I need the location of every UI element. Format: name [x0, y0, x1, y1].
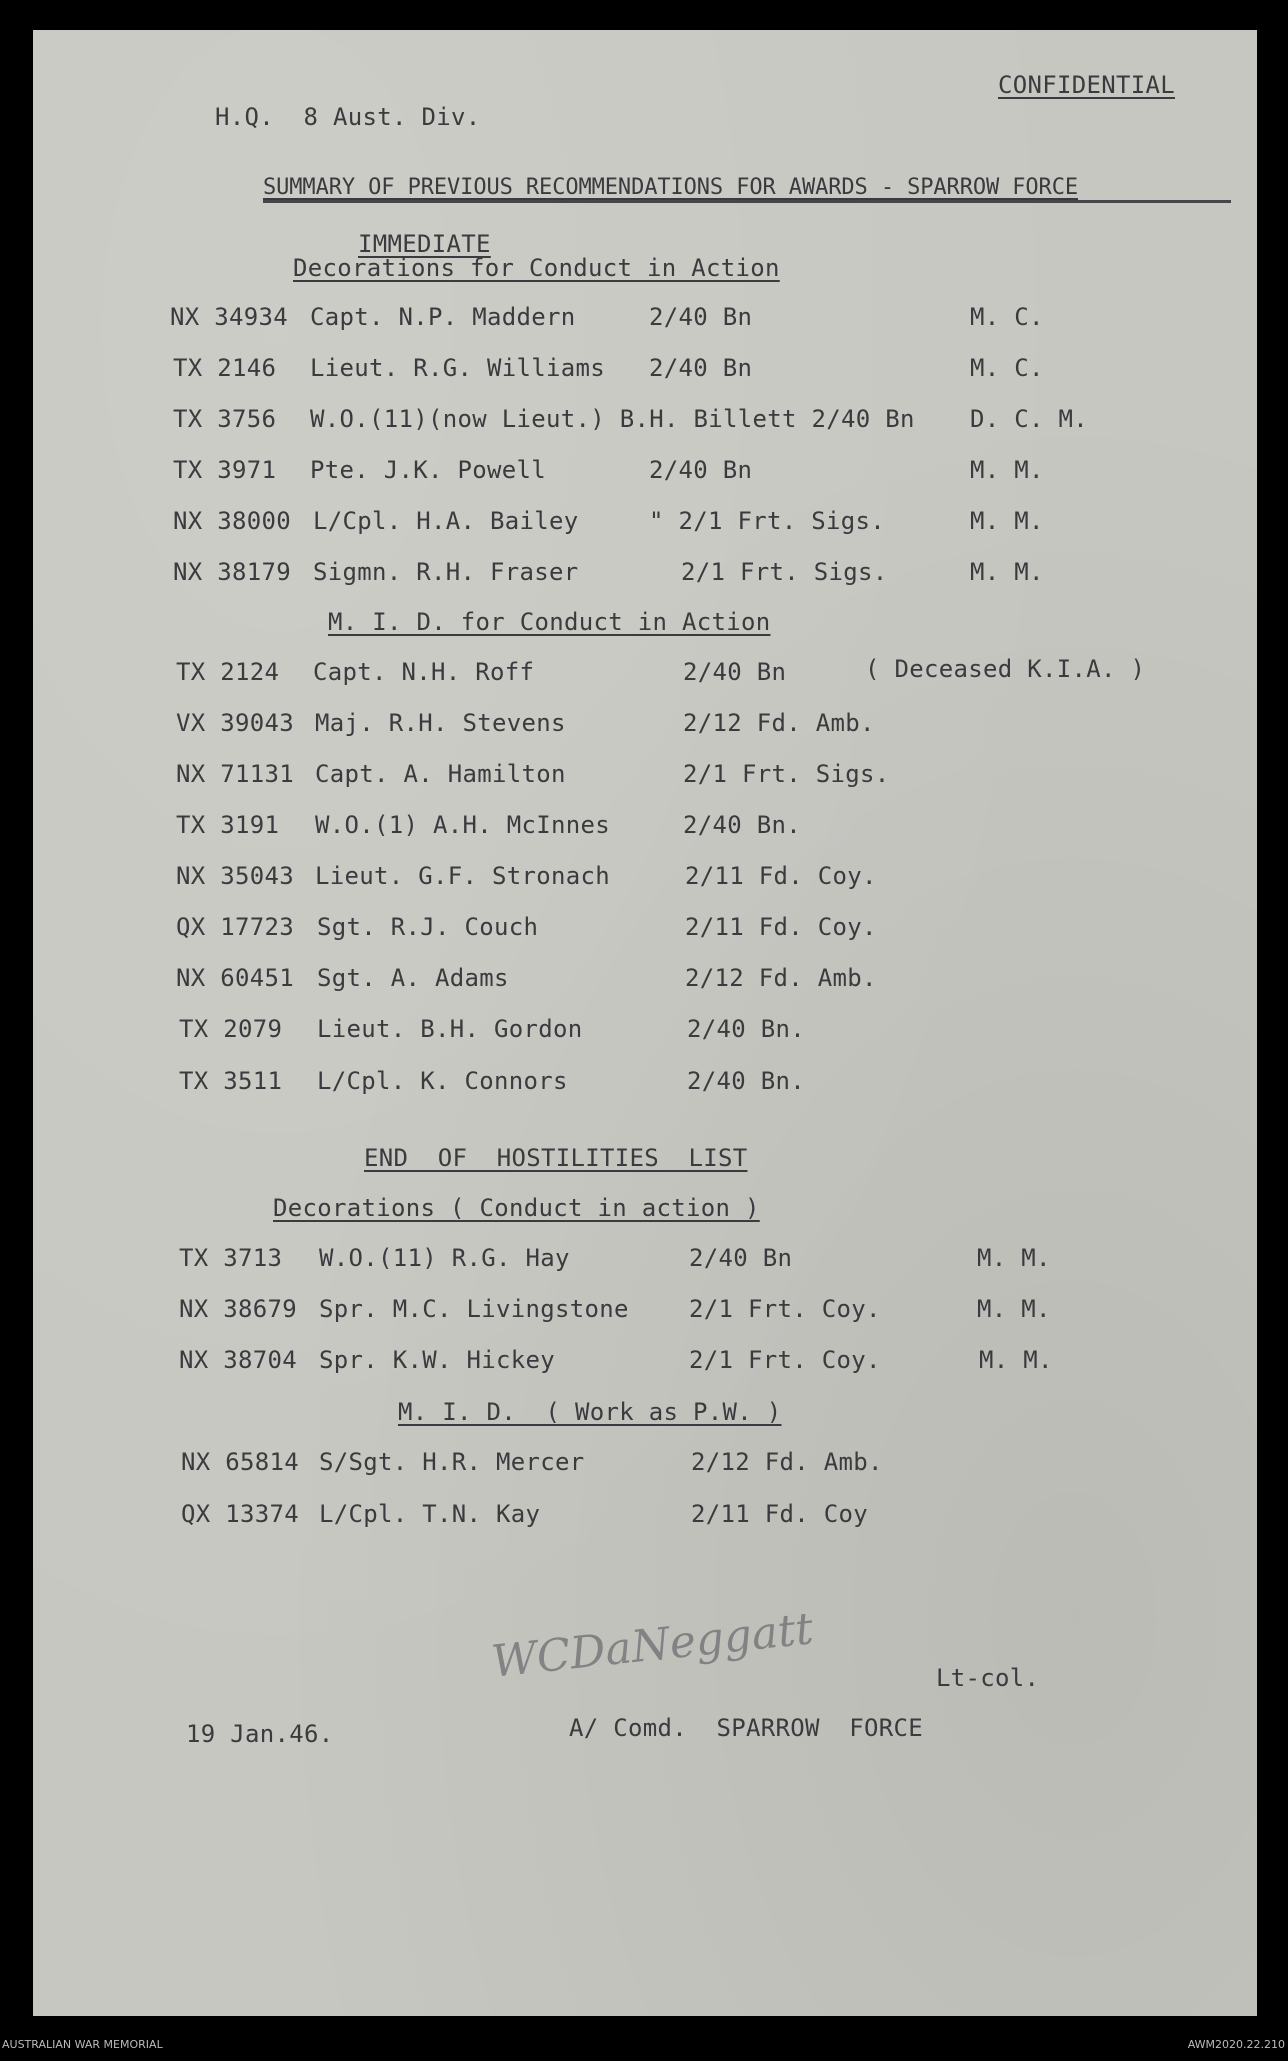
service-number: TX 3511 — [179, 1067, 283, 1095]
award: M. M. — [977, 1295, 1051, 1323]
service-number: NX 38704 — [179, 1346, 297, 1374]
person-name: Capt. N.P. Maddern — [310, 303, 576, 331]
award: M. C. — [970, 303, 1044, 331]
document-page — [33, 30, 1257, 2016]
person-name: Pte. J.K. Powell — [310, 456, 546, 484]
person-name: Lieut. B.H. Gordon — [317, 1015, 583, 1043]
unit: 2/40 Bn — [649, 303, 753, 331]
award: M. M. — [979, 1346, 1053, 1374]
unit: 2/12 Fd. Amb. — [685, 964, 877, 992]
person-name: Sgt. A. Adams — [317, 964, 509, 992]
service-number: NX 34934 — [170, 303, 288, 331]
person-name: S/Sgt. H.R. Mercer — [319, 1448, 585, 1476]
unit: 2/40 Bn. — [687, 1067, 805, 1095]
person-name: Capt. N.H. Roff — [313, 658, 535, 686]
award: D. C. M. — [970, 405, 1088, 433]
award: M. M. — [970, 456, 1044, 484]
status-note: ( Deceased K.I.A. ) — [865, 655, 1146, 683]
signer-rank: Lt-col. — [936, 1664, 1040, 1692]
person-name: Spr. M.C. Livingstone — [319, 1295, 629, 1323]
unit: 2/12 Fd. Amb. — [691, 1448, 883, 1476]
service-number: VX 39043 — [176, 709, 294, 737]
service-number: TX 2146 — [173, 354, 277, 382]
unit: 2/40 Bn. — [687, 1015, 805, 1043]
unit: 2/40 Bn — [649, 456, 753, 484]
footer-accession-number: AWM2020.22.210 — [1187, 2038, 1285, 2051]
award: M. M. — [970, 507, 1044, 535]
person-name: Spr. K.W. Hickey — [319, 1346, 555, 1374]
unit: 2/11 Fd. Coy. — [685, 913, 877, 941]
unit: 2/40 Bn. — [683, 811, 801, 839]
service-number: NX 38679 — [179, 1295, 297, 1323]
end-hostilities-subheading: Decorations ( Conduct in action ) — [273, 1194, 760, 1222]
person-name: Capt. A. Hamilton — [315, 760, 566, 788]
title-rule — [263, 200, 1231, 203]
unit: 2/11 Fd. Coy — [691, 1500, 868, 1528]
person-name: Lieut. G.F. Stronach — [315, 862, 610, 890]
person-name: L/Cpl. K. Connors — [317, 1067, 568, 1095]
unit: 2/1 Frt. Sigs. — [683, 760, 890, 788]
document-title: SUMMARY OF PREVIOUS RECOMMENDATIONS FOR AWARDS - SPARROW FORCE — [263, 175, 1078, 200]
award: M. C. — [970, 354, 1044, 382]
unit: 2/1 Frt. Sigs. — [681, 558, 888, 586]
person-name: W.O.(11)(now Lieut.) B.H. Billett 2/40 Bn — [310, 405, 915, 433]
immediate-subheading: Decorations for Conduct in Action — [293, 254, 780, 282]
service-number: QX 17723 — [176, 913, 294, 941]
service-number: TX 3713 — [179, 1244, 283, 1272]
unit: 2/1 Frt. Coy. — [689, 1346, 881, 1374]
person-name: Lieut. R.G. Williams — [310, 354, 605, 382]
signer-command: A/ Comd. SPARROW FORCE — [569, 1714, 923, 1742]
person-name: Sgt. R.J. Couch — [317, 913, 539, 941]
unit: 2/12 Fd. Amb. — [683, 709, 875, 737]
immediate-heading: IMMEDIATE — [358, 230, 491, 258]
service-number: NX 35043 — [176, 862, 294, 890]
handwritten-signature: WCDaNeggatt — [489, 1603, 816, 1688]
mid-pw-heading: M. I. D. ( Work as P.W. ) — [398, 1398, 782, 1426]
service-number: TX 2079 — [179, 1015, 283, 1043]
person-name: L/Cpl. H.A. Bailey — [313, 507, 579, 535]
service-number: TX 3191 — [176, 811, 280, 839]
person-name: L/Cpl. T.N. Kay — [319, 1500, 541, 1528]
service-number: TX 3971 — [173, 456, 277, 484]
unit: 2/11 Fd. Coy. — [685, 862, 877, 890]
person-name: Sigmn. R.H. Fraser — [313, 558, 579, 586]
unit: 2/40 Bn — [689, 1244, 793, 1272]
award: M. M. — [977, 1244, 1051, 1272]
footer-institution: AUSTRALIAN WAR MEMORIAL — [2, 2038, 163, 2051]
hq-line: H.Q. 8 Aust. Div. — [215, 103, 481, 131]
person-name: W.O.(11) R.G. Hay — [319, 1244, 570, 1272]
unit: 2/40 Bn — [649, 354, 753, 382]
service-number: TX 2124 — [176, 658, 280, 686]
unit: 2/1 Frt. Coy. — [689, 1295, 881, 1323]
service-number: NX 38000 — [173, 507, 291, 535]
mid-action-heading: M. I. D. for Conduct in Action — [328, 608, 771, 636]
end-hostilities-heading: END OF HOSTILITIES LIST — [364, 1144, 748, 1172]
award: M. M. — [970, 558, 1044, 586]
service-number: NX 60451 — [176, 964, 294, 992]
person-name: W.O.(1) A.H. McInnes — [315, 811, 610, 839]
confidential-mark: CONFIDENTIAL — [998, 71, 1175, 99]
service-number: NX 71131 — [176, 760, 294, 788]
service-number: QX 13374 — [181, 1500, 299, 1528]
service-number: TX 3756 — [173, 405, 277, 433]
person-name: Maj. R.H. Stevens — [315, 709, 566, 737]
document-date: 19 Jan.46. — [186, 1720, 334, 1748]
unit: 2/40 Bn — [683, 658, 787, 686]
unit: " 2/1 Frt. Sigs. — [649, 507, 885, 535]
service-number: NX 38179 — [173, 558, 291, 586]
service-number: NX 65814 — [181, 1448, 299, 1476]
